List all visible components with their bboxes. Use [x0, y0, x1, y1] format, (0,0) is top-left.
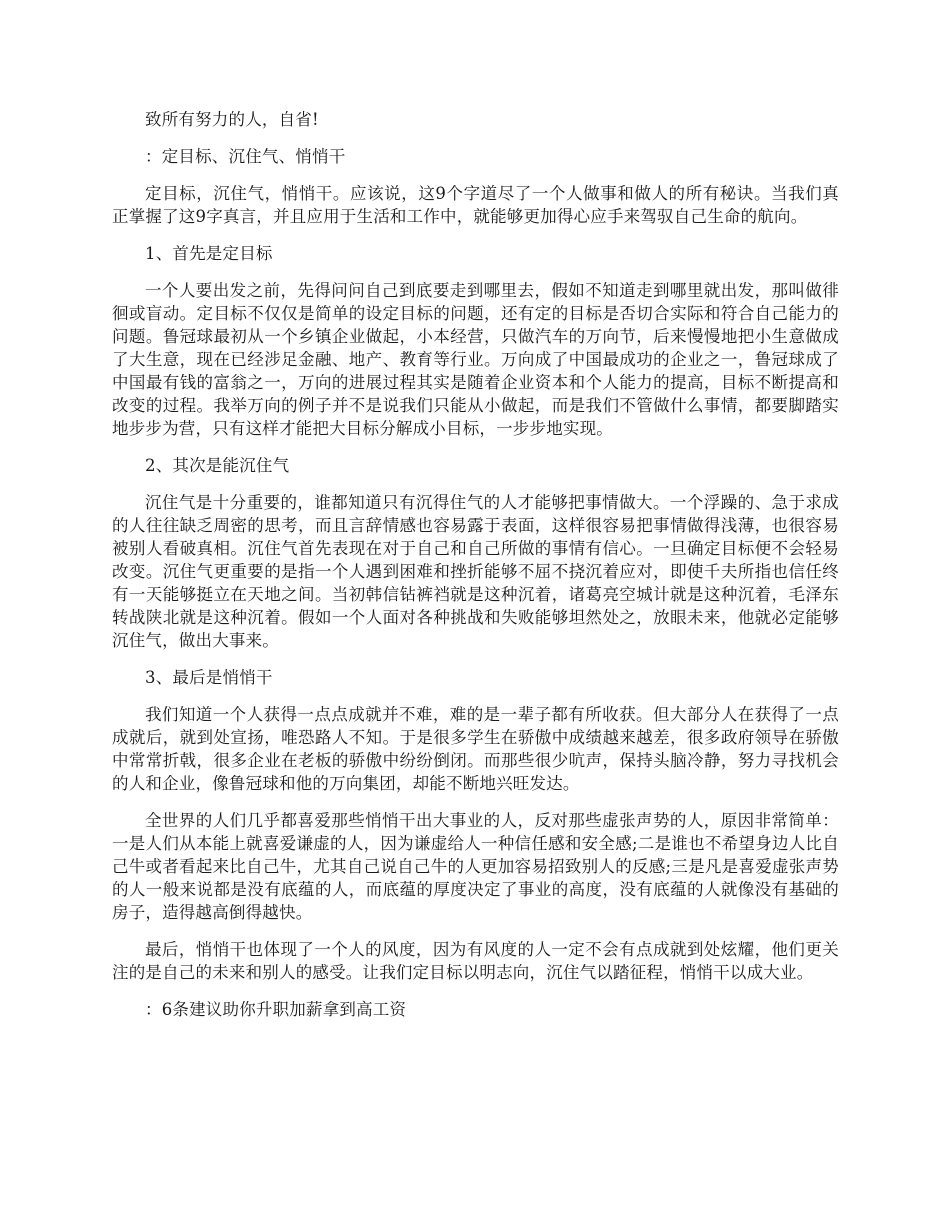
body-paragraph: 一个人要出发之前，先得问问自己到底要走到哪里去，假如不知道走到哪里就出发，那叫做徘徊或盲动。定目标不仅仅是简单的设定目标的问题，还有定的目标是否切合实际和符合自己能力的问题。鲁冠球最初从一个乡镇企业做起，小本经营，只做汽车的万向节，后来慢慢地把小生意做成了大生意，现在已经涉足金融、地产、教育等行业。万向成了中国最成功的企业之一，鲁冠球成了中国最有钱的富翁之一，万向的进展过程其实是随着企业资本和个人能力的提高，目标不断提高和改变的过程。我举万向的例子并不是说我们只能从小做起，而是我们不管做什么事情，都要脚踏实地步步为营，只有这样才能把大目标分解成小目标，一步步地实现。 — [112, 281, 839, 438]
section-heading: ：6条建议助你升职加薪拿到高工资 — [145, 1000, 407, 1019]
body-paragraph: 全世界的人们几乎都喜爱那些悄悄干出大事业的人，反对那些虚张声势的人，原因非常简单：一是人们从本能上就喜爱谦虚的人，因为谦虚给人一种信任感和安全感;二是谁也不希望身边人比自己牛或者看起来比自己牛，尤其自己说自己牛的人更加容易招致别人的反感;三是凡是喜爱虚张声势的人一般来说都是没有底蕴的人，而底蕴的厚度决定了事业的高度，没有底蕴的人就像没有基础的房子，造得越高倒得越快。 — [112, 811, 839, 922]
subsection-heading: 1、首先是定目标 — [145, 244, 273, 263]
subsection-heading: 3、最后是悄悄干 — [145, 668, 273, 687]
subsection-heading: 2、其次是能沉住气 — [145, 456, 290, 475]
document-title: 致所有努力的人，自省! — [145, 110, 319, 129]
body-paragraph: 最后，悄悄干也体现了一个人的风度，因为有风度的人一定不会有点成就到处炫耀，他们更关注的是自己的未来和别人的感受。让我们定目标以明志向，沉住气以踏征程，悄悄干以成大业。 — [112, 940, 839, 982]
body-paragraph: 我们知道一个人获得一点点成就并不难，难的是一辈子都有所收获。但大部分人在获得了一点成就后，就到处宣扬，唯恐路人不知。于是很多学生在骄傲中成绩越来越差，很多政府领导在骄傲中常常折戟，很多企业在老板的骄傲中纷纷倒闭。而那些很少吭声，保持头脑冷静，努力寻找机会的人和企业，像鲁冠球和他的万向集团，却能不断地兴旺发达。 — [112, 705, 839, 793]
document-page — [112, 108, 839, 1035]
body-paragraph: 定目标，沉住气，悄悄干。应该说，这9个字道尽了一个人做事和做人的所有秘诀。当我们真正掌握了这9字真言，并且应用于生活和工作中，就能够更加得心应手来驾驭自己生命的航向。 — [112, 184, 839, 226]
body-paragraph: 沉住气是十分重要的，谁都知道只有沉得住气的人才能够把事情做大。一个浮躁的、急于求成的人往往缺乏周密的思考，而且言辞情感也容易露于表面，这样很容易把事情做得浅薄，也很容易被别人看破真相。沉住气首先表现在对于自己和自己所做的事情有信心。一旦确定目标便不会轻易改变。沉住气更重要的是指一个人遇到困难和挫折能够不屈不挠沉着应对，即使千夫所指也信任终有一天能够挺立在天地之间。当初韩信钻裤裆就是这种沉着，诸葛亮空城计就是这种沉着，毛泽东转战陕北就是这种沉着。假如一个人面对各种挑战和失败能够坦然处之，放眼未来，他就必定能够沉住气，做出大事来。 — [112, 493, 839, 650]
section-heading: ：定目标、沉住气、悄悄干 — [145, 147, 346, 166]
